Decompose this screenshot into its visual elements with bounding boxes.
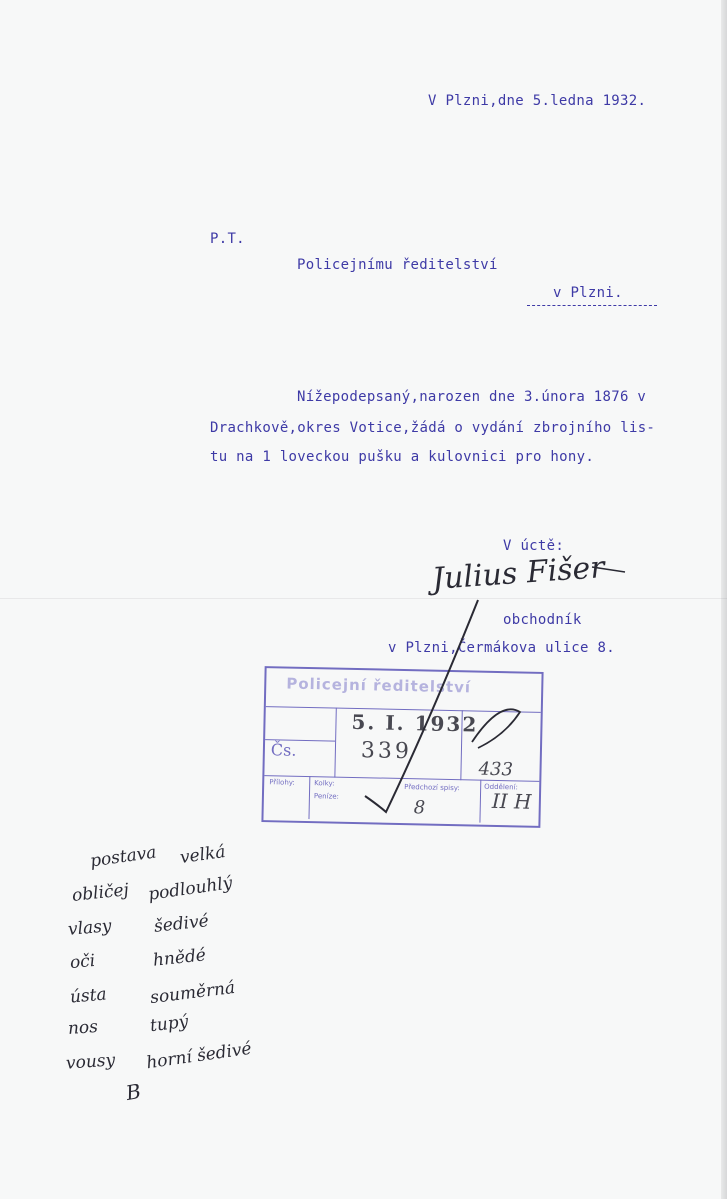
- note-value: velká: [178, 841, 227, 869]
- body-line-2: Drachkově,okres Votice,žádá o vydání zbrojního lis-: [210, 420, 656, 436]
- occupation: obchodník: [503, 612, 582, 628]
- note-label: nos: [67, 1016, 99, 1040]
- notes-initial: B: [124, 1078, 143, 1106]
- underline-dashes: [527, 305, 657, 306]
- signature: Julius Fišer: [430, 550, 606, 597]
- label-oddeleni: Oddělení:: [484, 782, 518, 792]
- address: v Plzni,Čermákova ulice 8.: [388, 640, 615, 656]
- note-value: souměrná: [149, 977, 237, 1009]
- stamp-divider: [334, 708, 336, 778]
- note-label: obličej: [71, 880, 130, 906]
- note-value: hnědé: [152, 945, 207, 971]
- registry-stamp: [261, 666, 543, 828]
- place-date: V Plzni,dne 5.ledna 1932.: [428, 93, 647, 109]
- stamp-number: 339: [360, 738, 413, 765]
- closing: V úctě:: [503, 538, 565, 554]
- label-kolky: Kolky:: [314, 779, 335, 788]
- stamp-handwritten-number: 433: [478, 758, 514, 781]
- stamp-prefix: Čs.: [270, 740, 297, 760]
- recipient: Policejnímu ředitelství: [297, 257, 498, 273]
- note-label: oči: [69, 950, 97, 974]
- note-label: vousy: [65, 1050, 116, 1074]
- page-edge: [721, 0, 727, 1199]
- recipient-city: v Plzni.: [553, 285, 623, 301]
- stamp-header: [266, 668, 542, 713]
- stamp-divider: [308, 776, 310, 819]
- note-label: postava: [88, 842, 158, 872]
- label-predchozi: Předchozí spisy:: [404, 783, 460, 793]
- fold-line: [0, 598, 727, 599]
- note-value: tupý: [148, 1011, 190, 1037]
- note-label: ústa: [69, 984, 108, 1008]
- body-line-1: Nížepodepsaný,narozen dne 3.února 1876 v: [297, 389, 647, 405]
- label-penize: Peníze:: [313, 792, 340, 801]
- stamp-title: Policejní ředitelství: [286, 674, 472, 697]
- note-value: šedivé: [153, 911, 210, 937]
- stamp-mark: 8: [413, 797, 426, 819]
- salutation: P.T.: [210, 231, 245, 247]
- note-value: podlouhlý: [147, 873, 234, 905]
- note-label: vlasy: [67, 916, 113, 940]
- label-prilohy: Přílohy:: [269, 778, 295, 787]
- stamp-date: 5. I. 1932: [351, 709, 479, 737]
- oddeleni-value: II H: [491, 788, 532, 814]
- stamp-divider: [479, 780, 481, 823]
- note-value: horní šedivé: [145, 1038, 253, 1074]
- body-line-3: tu na 1 loveckou pušku a kulovnici pro hony.: [210, 449, 595, 465]
